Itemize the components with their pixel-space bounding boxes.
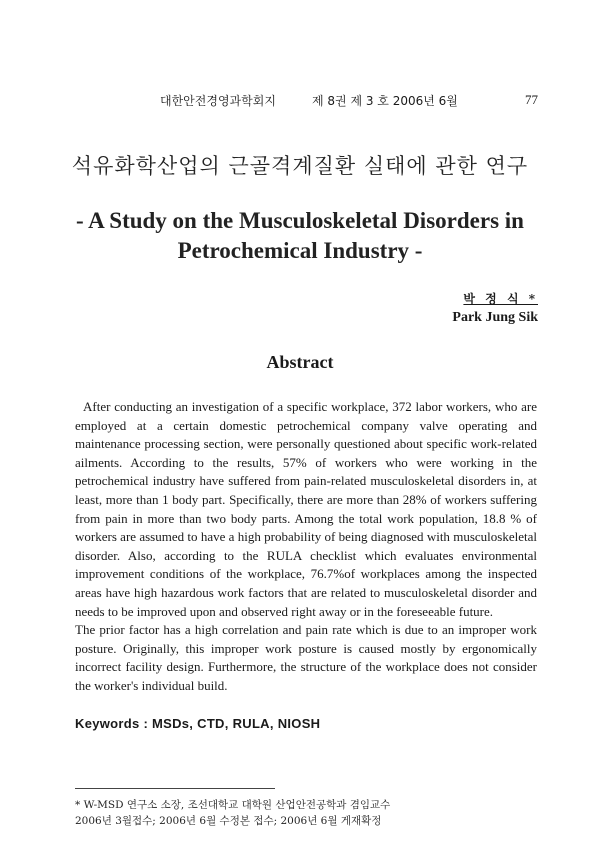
title-english-line-2: Petrochemical Industry - bbox=[177, 238, 423, 263]
running-header bbox=[0, 92, 600, 112]
footnotes bbox=[75, 797, 545, 829]
abstract-paragraph-2: The prior factor has a high correlation and pain rate which is due to an improper work posture. Originally, this improper work posture is caused mostly by ergonomically incorrect facility design. Furthermore, the structure of the workplace does not consider the worker's individual build. bbox=[75, 622, 537, 693]
abstract-heading: Abstract bbox=[266, 352, 334, 372]
footnote-dates: 2006년 3월접수; 2006년 6월 수정본 접수; 2006년 6월 게재확정 bbox=[75, 815, 382, 827]
abstract-body bbox=[75, 398, 537, 696]
page-number: 77 bbox=[525, 92, 538, 107]
keywords: Keywords : MSDs, CTD, RULA, NIOSH bbox=[75, 716, 321, 731]
journal-name: 대한안전경영과학회지 bbox=[160, 94, 276, 108]
title-english-line-1: - A Study on the Musculoskeletal Disorders in bbox=[76, 208, 524, 233]
issue-info: 제 8권 제 3 호 2006년 6월 bbox=[312, 94, 458, 108]
footnote-divider bbox=[75, 788, 275, 789]
title-korean: 석유화학산업의 근골격계질환 실태에 관한 연구 bbox=[71, 154, 529, 178]
abstract-paragraph-1: After conducting an investigation of a specific workplace, 372 labor workers, who are employed at a certain domestic petrochemical company valve operating and maintenance processing section, were personally questioned about specific work-related ailments. According to the results, 57% of workers who were working in the petrochemical industry have suffered from pain-related musculoskeletal disorders in, at least, more than 1 body part. Specifically, there are more than 28% of workers suffering from pain in more than two body parts. Among the total work population, 18.8 % of workers are assumed to have a high probability of being diagnosed with musculoskeletal disorder. Also, according to the RULA checklist which evaluates environmental improvement conditions of the workplace, 76.7%of workplaces among the inspected areas have high hazardous work factors that are related to musculoskeletal disorder and needs to be improved upon and observed right away or in the foreseeable future. bbox=[75, 399, 537, 619]
title-english bbox=[0, 206, 600, 266]
author-english: Park Jung Sik bbox=[452, 310, 538, 325]
author-korean: 박 정 식 * bbox=[463, 292, 538, 306]
footnote-affiliation: * W-MSD 연구소 소장, 조선대학교 대학원 산업안전공학과 겸임교수 bbox=[75, 799, 391, 811]
